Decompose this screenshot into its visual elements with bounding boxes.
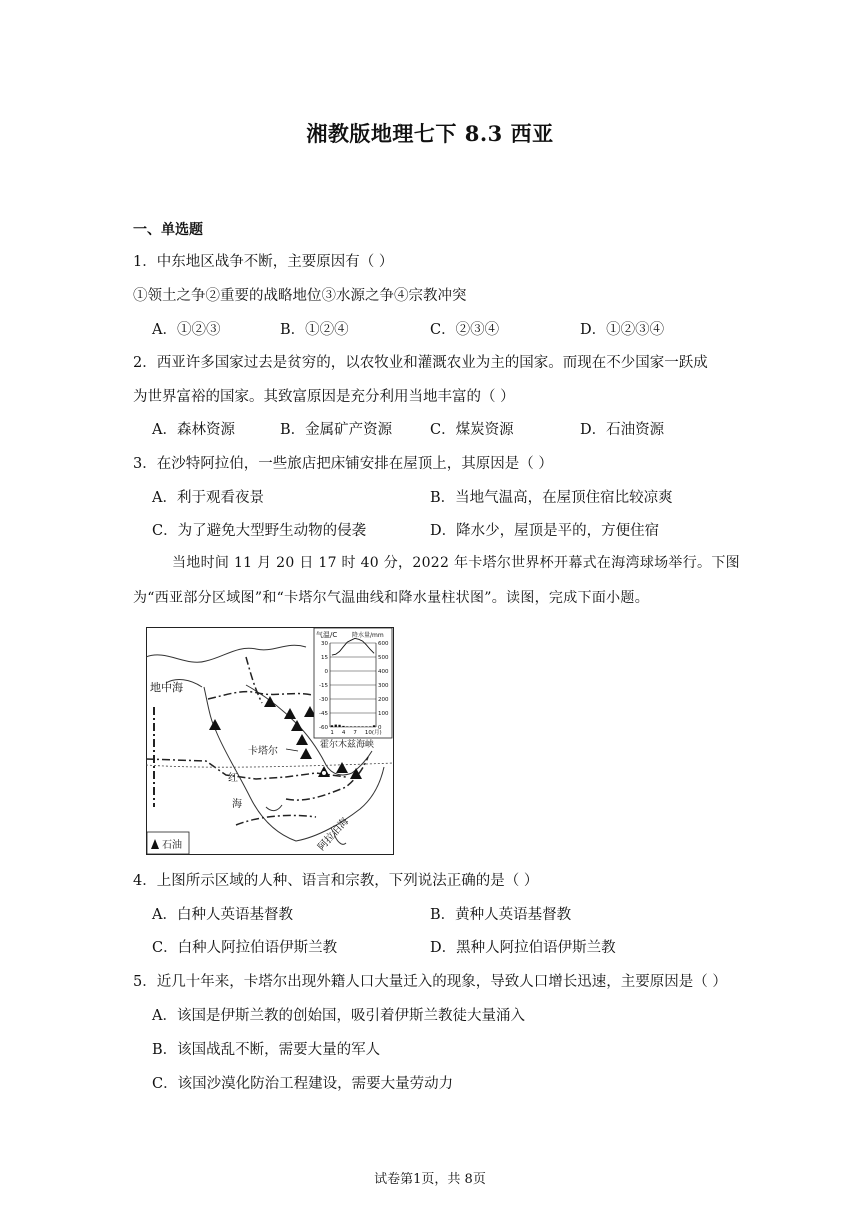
temp-tick-label: -15 — [319, 683, 328, 689]
label-hormuz: 霍尔木兹海峡 — [320, 740, 375, 750]
precip-bar — [369, 726, 371, 727]
section-heading: 一、单选题 — [133, 222, 203, 238]
q4-stem: 4．上图所示区域的人种、语言和宗教，下列说法正确的是（ ） — [133, 873, 539, 889]
label-mediterranean: 地中海 — [150, 681, 183, 694]
q1-option-a: A．①②③ — [152, 322, 221, 338]
temp-tick-label: 0 — [324, 669, 328, 675]
legend-oil-label: 石油 — [162, 840, 182, 851]
page-footer: 试卷第1页，共 8页 — [374, 1172, 486, 1187]
q5-stem: 5．近几十年来，卡塔尔出现外籍人口大量迁入的现象，导致人口增长迅速，主要原因是（ ） — [133, 974, 727, 990]
q4-option-d: D．黑种人阿拉伯语伊斯兰教 — [430, 940, 616, 956]
temp-tick-label: -30 — [319, 697, 328, 703]
precip-tick-label: 200 — [378, 697, 389, 703]
precip-bar — [342, 726, 344, 727]
temp-tick-label: -45 — [319, 711, 328, 717]
precip-tick-label: 100 — [378, 711, 389, 717]
label-arabian-sea: 阿拉伯海 — [316, 815, 351, 854]
q3-stem: 3．在沙特阿拉伯，一些旅店把床铺安排在屋顶上，其原因是（ ） — [133, 456, 553, 472]
q3-option-d: D．降水少，屋顶是平的，方便住宿 — [430, 523, 660, 539]
temp-tick-label: 15 — [321, 655, 328, 661]
q2-stem-line2: 为世界富裕的国家。其致富原因是充分利用当地丰富的（ ） — [133, 389, 515, 405]
climate-precip-label: 降水量/mm — [352, 632, 384, 639]
q2-option-d: D．石油资源 — [580, 422, 665, 438]
q3-option-a: A．利于观看夜景 — [152, 490, 264, 506]
climate-temp-label: 气温/C — [316, 631, 338, 639]
q4-option-a: A．白种人英语基督教 — [152, 907, 293, 923]
month-tick-label: 4 — [341, 730, 346, 736]
q2-stem-line1: 2．西亚许多国家过去是贫穷的，以农牧业和灌溉农业为主的国家。而现在不少国家一跃成 — [133, 355, 708, 371]
precip-bar — [365, 726, 367, 727]
month-tick-label: 7 — [353, 730, 357, 736]
q1-option-c: C．②③④ — [430, 322, 500, 338]
precip-bar — [358, 726, 360, 727]
month-tick-label: 10(月) — [364, 730, 382, 736]
label-red-sea-1: 红 — [228, 773, 238, 784]
precip-bar — [335, 725, 337, 727]
q5-option-c: C．该国沙漠化防治工程建设，需要大量劳动力 — [152, 1076, 454, 1092]
month-tick-label: 1 — [330, 730, 334, 736]
q5-option-a: A．该国是伊斯兰教的创始国，吸引着伊斯兰教徒大量涌入 — [152, 1008, 525, 1024]
page-title: 湘教版地理七下 8.3 西亚 — [306, 121, 554, 146]
passage-line1: 当地时间 11 月 20 日 17 时 40 分，2022 年卡塔尔世界杯开幕式在海湾球场举行。下图 — [172, 555, 740, 571]
q4-option-b: B．黄种人英语基督教 — [430, 907, 572, 923]
precip-tick-label: 300 — [378, 683, 389, 689]
passage-line2: 为“西亚部分区域图”和“卡塔尔气温曲线和降水量柱状图”。读图，完成下面小题。 — [133, 590, 650, 606]
precip-bar — [373, 725, 375, 727]
precip-bar — [346, 726, 348, 727]
label-red-sea-2: 海 — [232, 799, 242, 810]
precip-bar — [331, 725, 333, 727]
q3-option-b: B．当地气温高，在屋顶住宿比较凉爽 — [430, 490, 673, 506]
temp-tick-label: -60 — [319, 725, 328, 731]
precip-bar — [338, 725, 340, 727]
q1-option-d: D．①②③④ — [580, 322, 665, 338]
precip-bar — [361, 726, 363, 727]
label-qatar: 卡塔尔 — [248, 746, 278, 757]
q4-option-c: C．白种人阿拉伯语伊斯兰教 — [152, 940, 338, 956]
precip-tick-label: 0 — [378, 725, 382, 731]
q3-option-c: C．为了避免大型野生动物的侵袭 — [152, 523, 367, 539]
q2-option-c: C．煤炭资源 — [430, 422, 514, 438]
precip-bar — [354, 726, 356, 727]
q1-items: ①领土之争②重要的战略地位③水源之争④宗教冲突 — [133, 288, 467, 304]
q5-option-b: B．该国战乱不断，需要大量的军人 — [152, 1042, 381, 1058]
q2-option-b: B．金属矿产资源 — [280, 422, 393, 438]
precip-tick-label: 500 — [378, 655, 389, 661]
temp-tick-label: 30 — [321, 641, 328, 647]
q1-stem: 1．中东地区战争不断，主要原因有（ ） — [133, 254, 394, 270]
precip-tick-label: 400 — [378, 669, 389, 675]
precip-bar — [350, 726, 352, 727]
west-asia-map — [146, 627, 394, 855]
precip-tick-label: 600 — [378, 641, 389, 647]
q1-option-b: B．①②④ — [280, 322, 349, 338]
q2-option-a: A．森林资源 — [152, 422, 235, 438]
qatar-climate-chart — [314, 628, 392, 738]
